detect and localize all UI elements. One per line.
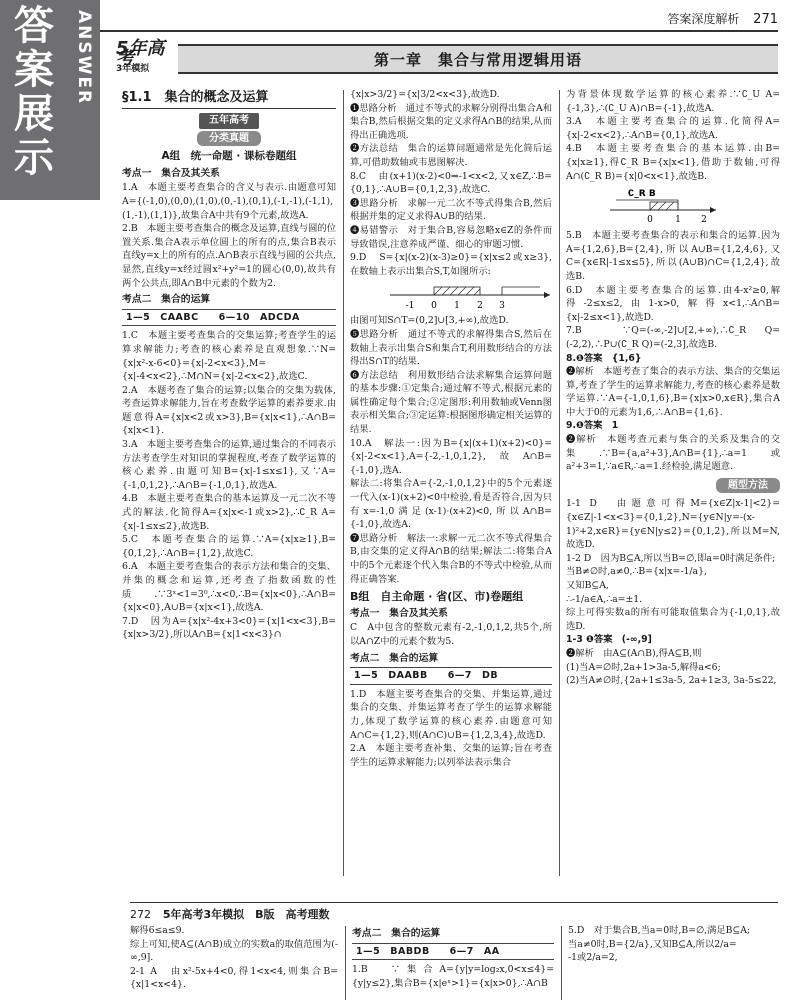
column-divider	[343, 90, 344, 876]
note-paragraph: ❷方法总结 集合的运算问题通常是先化简后运算,可借助数轴或韦恩图解决.	[350, 143, 552, 168]
answer-paragraph: 为背景体现数学运算的核心素养.∵∁_U A={-1,3},∴(∁_U A)∩B={-1},故选A.	[566, 89, 780, 114]
tick-label: 0	[647, 215, 653, 226]
answer-paragraph: {x|x>3/2}={x|3/2<x<3},故选D.	[350, 89, 500, 100]
brand-logo	[116, 38, 172, 74]
next-page-column-right	[568, 924, 780, 1000]
topic-heading: 考点二 集合的运算	[122, 294, 211, 306]
group-a-title: A组 统一命题 · 课标卷题组	[161, 150, 297, 163]
answer-key-row: 1—5 DAABB 6—7 DB	[350, 667, 552, 685]
answer-paragraph: 8.C 由(x+1)(x-2)<0⇒-1<x<2,又x∈Z,∴B={0,1},∴A∪B={0,1,2,3},故选C.	[350, 170, 552, 196]
answer-paragraph: ∴-1/a∈A,∴a=±1.	[566, 593, 643, 605]
analysis-paragraph: ❷解析 本题考查了集合的表示方法、集合的交集运算,考查了学生的运算求解能力,考查的核心素养是数学运算.∵A={-1,0,1,6},B={x|x>0,x∈R},集合A中大于0的元素为1,6,∴A∩B={1,6}.	[566, 366, 780, 418]
answer-paragraph: 3.A 本题主要考查集合的运算.化简得A={x|-2<x<2},∴A∩B={0,1},故选A.	[566, 116, 780, 141]
analysis-paragraph: ❷解析 本题考查元素与集合的关系及集合的交集.∵B={a,a²+3},A∩B={1},∴a=1或a²+3=1,∵a∈R,∴a=1.经检验,满足题意.	[566, 434, 780, 473]
figure-label: ∁_R B	[628, 189, 656, 200]
answer-label: 9.❶答案 1	[566, 420, 619, 432]
header-rule	[100, 30, 778, 32]
column-divider	[345, 926, 346, 1000]
note-paragraph: ❺思路分析 通过不等式的求解得集合S,然后在数轴上表示出集合S和集合T,利用数形结合的方法得出S∩T的结果.	[350, 328, 552, 368]
answer-paragraph: 1-1 D 由题意可得M={x∈Z|x-1|<2}={x∈Z|-1<x<3}={0,1,2},N={y∈N|y=-(x-1)²+2,x∈R}={y∈N|y≤2}={0,1,2},所以M=N,故选D.	[566, 498, 780, 551]
answer-paragraph: (2)当A≠∅时,{2a+1≤3a-5, 2a+1≥3, 3a-5≤22,	[566, 675, 777, 687]
complement-number-line-figure	[566, 186, 780, 226]
answer-paragraph: 综上可知,使A⊆(A∩B)成立的实数a的取值范围为(-∞,9].	[130, 938, 338, 964]
answer-paragraph: 当B≠∅时,a≠0,∴B={x|x=-1/a},	[566, 566, 707, 578]
answer-paragraph: 6.D 本题主要考查集合的运算.由4-x²≥0,解得-2≤x≤2,由1-x>0,解得x<1,∴A∩B={x|-2≤x<1},故选D.	[566, 284, 780, 323]
topic-heading: 考点一 集合及其关系	[122, 167, 220, 179]
answer-paragraph: 2.B 本题主要考查集合的概念及运算,直线与圆的位置关系.集合A表示单位圆上的所有的点,集合B表示直线y=x上的所有的点.A∩B表示直线与圆的公共点,显然,直线y=x经过圆x²+y²=1的圆心(0,0),故共有两个公共点,即A∩B中元素的个数为2.	[122, 223, 336, 289]
answer-paragraph: 10.A 解法一:因为B={x|(x+1)(x+2)<0}={x|-2<x<1},A={-2,-1,0,1,2},故A∩B={-1,0},选A.	[350, 437, 552, 476]
answer-key-row: 1—5 BABDB 6—7 AA	[352, 943, 554, 961]
group-b-title: B组 自主命题 · 省(区、市)卷题组	[350, 590, 524, 604]
answer-label: 1-3 ❶答案 (-∞,9]	[566, 634, 652, 646]
answer-paragraph: 9.D S={x|(x-2)(x-3)≥0}={x|x≤2或x≥3},在数轴上表示出集合S,T,如图所示:	[350, 252, 552, 277]
note-paragraph: ❻方法总结 利用数形结合法求解集合运算问题的基本步骤:①定集合;通过解不等式,根据元素的属性确定每个集合;②定图形:利用数轴或Venn图表示相关集合;③定运算:根据图形确定相关运算的结果.	[350, 369, 552, 436]
chapter-title: 第一章 集合与常用逻辑用语	[178, 44, 778, 74]
column-divider	[561, 926, 562, 1000]
tick-label: 2	[701, 215, 707, 226]
answer-paragraph: 4.B 本题主要考查集合的基本运算.由B={x|x≥1},得∁_R B={x|x<1},借助于数轴,可得A∩(∁_R B)={x|0<x<1},故选B.	[566, 143, 780, 182]
answer-paragraph: 1.B ∵集合A={y|y=log₂x,0<x≤4}={y|y≤2},集合B={x|eˣ>1}={x|x>0},∴A∩B	[352, 964, 554, 989]
analysis-paragraph: ❷解析 由A⊆(A∩B),得A⊆B,则	[566, 647, 702, 659]
logo-line-top: 5年高考	[116, 38, 165, 69]
answer-label: 8.❶答案 {1,6}	[566, 352, 642, 364]
answer-paragraph: 由图可知S∩T=(0,2]∪[3,+∞),故选D.	[350, 315, 509, 327]
number-line-figure	[350, 281, 552, 311]
page-number: 271	[753, 12, 778, 27]
side-banner	[0, 0, 100, 200]
answer-paragraph: 2-1 A 由x²-5x+4<0,得1<x<4,则集合B={x|1<x<4}.	[130, 965, 338, 991]
next-page-column-left	[130, 924, 338, 1000]
note-paragraph: ❹易错警示 对于集合B,容易忽略x∈Z的条件而导致错误,注意养成严谨、细心的审题习惯.	[350, 224, 552, 250]
section-title: §1.1 集合的概念及运算	[122, 88, 336, 109]
next-page-column-middle	[352, 924, 554, 1000]
running-footer	[130, 906, 330, 922]
note-paragraph: ❶思路分析 通过不等式的求解分别得出集合A和集合B,然后根据交集的定义求得A∩B的结果,从而得出正确选项.	[350, 102, 552, 141]
answer-paragraph: 7.B ∵Q=(-∞,-2]∪[2,+∞),∴∁_R Q=(-2,2),∴P∪(∁_R Q)=(-2,3],故选B.	[566, 325, 780, 350]
logo-line-bottom: 3年模拟	[116, 64, 150, 74]
tick-label: 0	[431, 301, 437, 312]
answer-paragraph: 6.A 本题主要考查集合的表示方法和集合的交集、并集的概念和运算,还考查了指数函数的性质.∵3ˣ<1=3⁰,∴x<0,∴B={x|x<0},∴A∩B={x|x<0},A∪B={x|x<1},故选A.	[122, 561, 336, 614]
answer-paragraph: 2.A 本题考查了集合的运算;以集合的交集为载体,考查运算求解能力,旨在考查数学运算的素养要求.由题意得A={x|x<2或x>3},B={x|x<1},∴A∩B={x|x<1}.	[122, 384, 336, 437]
answer-paragraph: 又知B⊆A,	[566, 580, 609, 591]
topic-heading: 考点二 集合的运算	[350, 652, 439, 664]
answer-paragraph: 3.A 本题主要考查集合的运算,通过集合的不同表示方法考查学生对知识的掌握程度,考查了数学运算的核心素养.由题可知B={x|-1≤x≤1},又∵A={-1,0,1,2},∴A∩B={-1,0,1},故选A.	[122, 439, 336, 491]
answer-paragraph: 综上可得实数a的所有可能取值集合为{-1,0,1},故选D.	[566, 607, 780, 632]
note-paragraph: ❸思路分析 求解一元二次不等式得集合B,然后根据并集的定义求得A∪B的结果.	[350, 197, 552, 223]
answer-paragraph: 当a≠0时,B={2/a},又知B⊆A,所以2/a=	[568, 938, 737, 950]
page-number: 272	[130, 908, 151, 921]
column-middle	[350, 88, 552, 888]
answer-paragraph: 解得6≤a≤9.	[130, 925, 185, 936]
answer-paragraph: 1-2 D 因为B⊆A,所以当B=∅,即a=0时满足条件;	[566, 552, 776, 564]
note-paragraph: ❼思路分析 解法一:求解一元二次不等式得集合B,由交集的定义得A∩B的结果;解法二:将集合A中的5个元素逐个代入集合B的不等式中检验,从而得正确答案.	[350, 532, 552, 585]
tick-label: 2	[477, 301, 483, 312]
side-banner-subtitle: ANSWER	[74, 10, 94, 106]
label-five-years: 五年高考	[199, 113, 259, 129]
answer-paragraph: 7.D 因为A={x|x²-4x+3<0}={x|1<x<3},B={x|x>3/2},所以A∩B={x|1<x<3}∩	[122, 615, 336, 641]
answer-paragraph: 1.D 本题主要考查集合的交集、并集运算,通过集合的交集、并集运算考查了学生的运算求解能力,体现了数学运算的核心素养.由题意可知A∩C={1,2},则(A∩C)∪B={1,2,3,4},故选D.	[350, 688, 552, 741]
side-banner-title: 答案展示	[14, 3, 54, 181]
answer-paragraph: 5.D 对于集合B,当a=0时,B=∅,满足B⊆A;	[568, 925, 751, 936]
answer-paragraph: 1.A 本题主要考查集合的含义与表示.由题意可知A={(-1,0),(0,0),(1,0),(0,-1),(0,1),(-1,-1),(-1,1),(1,-1),(1,1)},故集合A中共有9个元素,故选A.	[122, 182, 336, 221]
label-category: 分类真题	[197, 131, 261, 147]
answer-paragraph: 1.C 本题主要考查集合的交集运算;考查学生的运算求解能力;考查的核心素养是直观想象.∵N={x|x²-x-6<0}={x|-2<x<3},M={x|-4<x<2},∴M∩N={x|-2<x<2},故选C.	[122, 330, 336, 383]
column-left	[122, 88, 336, 888]
answer-paragraph: 解法二:将集合A={-2,-1,0,1,2}中的5个元素逐一代入(x-1)(x+2)<0中检验,看是否符合,因为只有x=-1,0满足(x-1)·(x+2)<0,所以A∩B={-1,0},故选A.	[350, 478, 552, 531]
topic-heading: 考点二 集合的运算	[352, 928, 441, 939]
tick-label: 3	[499, 301, 505, 312]
answer-paragraph: 5.C 本题考查集合的运算.∵A={x|x≥1},B={0,1,2},∴A∩B={1,2},故选C.	[122, 534, 336, 559]
tick-label: 1	[454, 301, 460, 312]
answer-paragraph: (1)当A=∅时,2a+1>3a-5,解得a<6;	[566, 661, 721, 673]
answer-paragraph: 2.A 本题主要考查补集、交集的运算;旨在考查学生的运算求解能力;以列举法表示集合	[350, 743, 552, 768]
answer-paragraph: 4.B 本题主要考查集合的基本运算及一元二次不等式的解法.化简得A={x|x<-1或x>2},∴∁_R A={x|-1≤x≤2},故选B.	[122, 493, 336, 532]
tick-label: -1	[405, 301, 415, 312]
footer-rule	[130, 902, 778, 903]
running-header	[667, 10, 778, 27]
header-title: 答案深度解析	[667, 12, 740, 26]
answer-key-row: 1—5 CAABC 6—10 ADCDA	[122, 309, 336, 327]
answer-paragraph: 5.B 本题主要考查集合的表示和集合的运算.因为A={1,2,6},B={2,4},所以A∪B={1,2,4,6},又C={x∈R|-1≤x≤5},所以(A∪B)∩C={1,2,4},故选B.	[566, 230, 780, 282]
column-right	[566, 88, 780, 888]
column-divider	[559, 90, 560, 876]
label-method: 题型方法	[716, 478, 780, 494]
tick-label: 1	[675, 215, 681, 226]
topic-heading: 考点一 集合及其关系	[350, 607, 448, 619]
answer-paragraph: -1或2/a=2,	[568, 952, 618, 964]
footer-title: 5年高考3年模拟 B版 高考理数	[162, 908, 330, 921]
answer-paragraph: C A中包含的整数元素有-2,-1,0,1,2,共5个,所以A∩Z中的元素个数为5.	[350, 622, 552, 647]
